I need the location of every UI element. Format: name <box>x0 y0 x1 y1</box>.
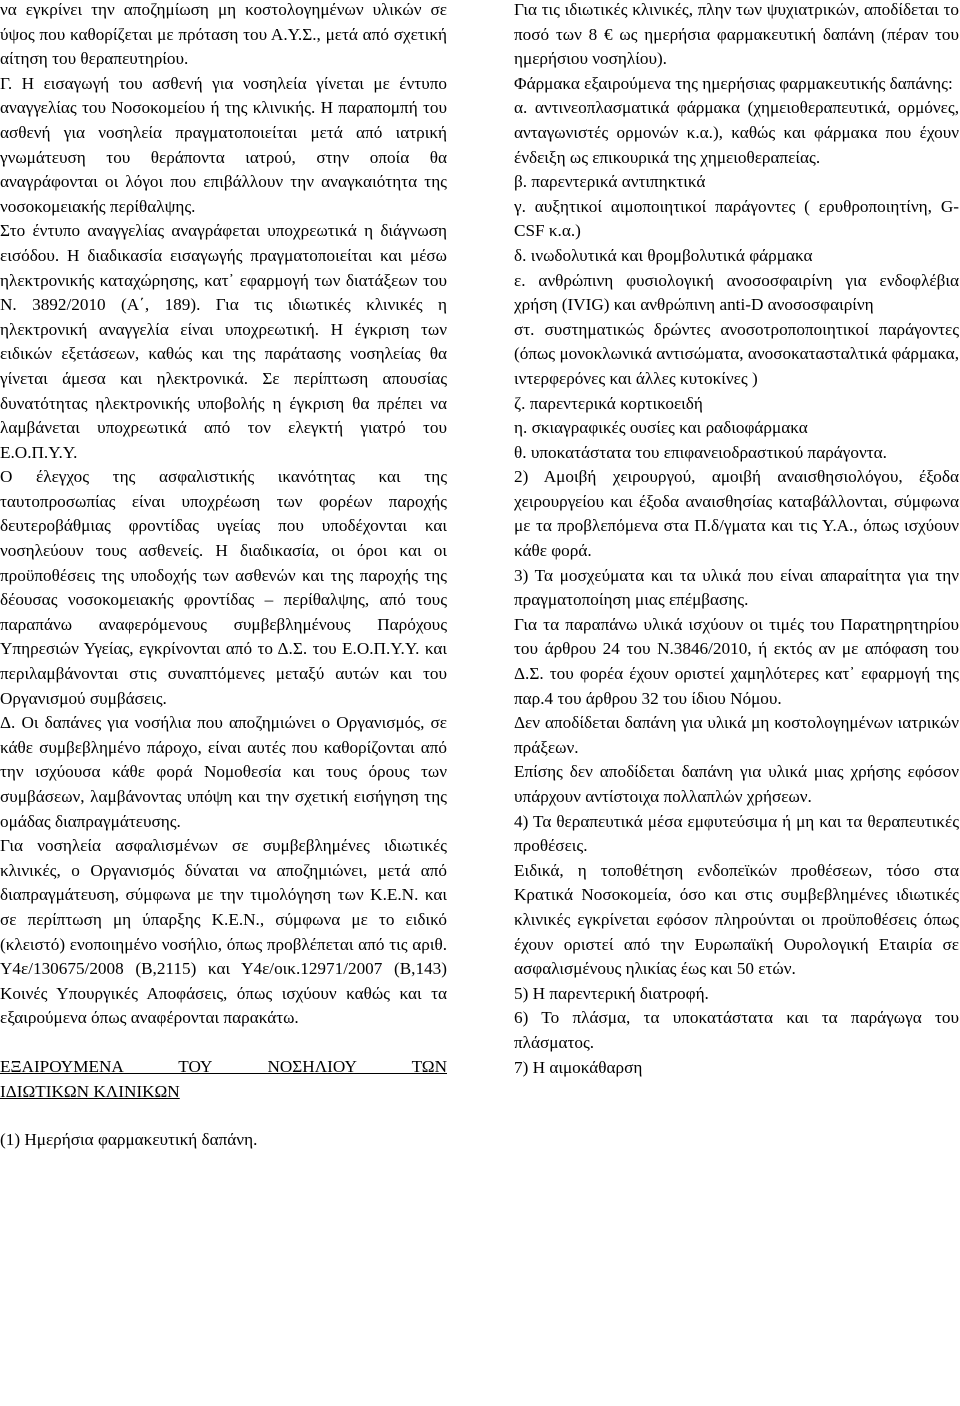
list-item: α. αντινεοπλασματικά φάρμακα (χημειοθεραπευτικά, ορμόνες, ανταγωνιστές ορμονών κ.α.), καθώς και φάρμακα που έχουν ένδειξη ως επικουρικά της χημειοθεραπείας. <box>514 98 959 167</box>
list-item: στ. συστηματικώς δρώντες ανοσοτροποποιητικοί παράγοντες (όπως μονοκλωνικά αντισώματα, ανοσοκατασταλτικά φάρμακα, ιντερφερόνες και άλλες κυτοκίνες ) <box>514 319 959 388</box>
section-heading-line-1: ΕΞΑΙΡΟΥΜΕΝΑ ΤΟΥ ΝΟΣΗΛΙΟΥ ΤΩΝ <box>0 1056 447 1076</box>
list-item: ε. ανθρώπινη φυσιολογική ανοσοσφαιρίνη για ενδοφλέβια χρήση (IVIG) και ανθρώπινη anti-D ανοσοσφαιρίνη <box>514 270 959 315</box>
paragraph: Για νοσηλεία ασφαλισμένων σε συμβεβλημένες ιδιωτικές κλινικές, ο Οργανισμός δύναται να αποζημιώνει, μετά από διαπραγμάτευση, σύμφωνα με την τιμολόγηση των Κ.Ε.Ν. και σε περίπτωση μη ύπαρξης Κ.Ε.Ν., σύμφωνα με το ειδικό (κλειστό) ενοποιημένο νοσήλιο, όπως προβλέπεται από τις αριθ. Υ4ε/130675/2008 (Β,2115) και Υ4ε/οικ.12971/2007 (Β,143) Κοινές Υπουργικές Αποφάσεις, όπως ισχύουν καθώς και τα εξαιρούμενα όπως αναφέρονται παρακάτω. <box>0 836 447 1028</box>
paragraph: Για τις ιδιωτικές κλινικές, πλην των ψυχιατρικών, αποδίδεται το ποσό των 8 € ως ημερήσια φαρμακευτική δαπάνη (πέραν του ημερήσιου νοσηλίου). <box>514 0 959 69</box>
paragraph: 3) Τα μοσχεύματα και τα υλικά που είναι απαραίτητα για την πραγματοποίηση μιας επέμβασης. <box>514 565 959 610</box>
list-item: γ. αυξητικοί αιμοποιητικοί παράγοντες ( ερυθροποιητίνη, G-CSF κ.α.) <box>514 196 959 241</box>
paragraph: Φάρμακα εξαιρούμενα της ημερήσιας φαρμακευτικής δαπάνης: <box>514 73 953 93</box>
paragraph: Για τα παραπάνω υλικά ισχύουν οι τιμές του Παρατηρητηρίου του άρθρου 24 του Ν.3846/2010, ή εκτός αν με απόφαση του Δ.Σ. του φορέα έχουν οριστεί χαμηλότερες κατ᾽ εφαρμογή της παρ.4 του άρθρου 32 του ίδιου Νόμου. <box>514 614 959 708</box>
list-item: (1) Ημερήσια φαρμακευτική δαπάνη. <box>0 1130 258 1150</box>
spacer <box>0 1031 447 1055</box>
paragraph: 4) Τα θεραπευτικά μέσα εμφυτεύσιμα ή μη και τα θεραπευτικές προθέσεις. <box>514 811 959 856</box>
paragraph: 2) Αμοιβή χειρουργού, αμοιβή αναισθησιολόγου, έξοδα χειρουργείου και έξοδα αναισθησίας καταβάλλονται, σύμφωνα με τα προβλεπόμενα στα Π.δ/γματα και τις Υ.Α., όπως ισχύουν κάθε φορά. <box>514 467 959 561</box>
list-item: θ. υποκατάστατα του επιφανειοδραστικού παράγοντα. <box>514 442 887 462</box>
paragraph: 5) Η παρεντερική διατροφή. <box>514 983 709 1003</box>
paragraph: Δεν αποδίδεται δαπάνη για υλικά μη κοστολογημένων ιατρικών πράξεων. <box>514 713 959 757</box>
spacer <box>0 1104 447 1128</box>
left-column <box>0 0 447 1153</box>
paragraph: Γ. Η εισαγωγή του ασθενή για νοσηλεία γίνεται με έντυπο αναγγελίας του Νοσοκομείου ή της κλινικής. Η παραπομπή του ασθενή για νοσηλεία πραγματοποιείται μετά από ιατρική γνωμάτευση του θεράποντα ιατρού, στην οποία θα αναγράφονται οι λόγοι που επιβάλλουν την αναγκαιότητα της νοσοκομειακής περίθαλψης. <box>0 73 447 216</box>
paragraph: Ο έλεγχος της ασφαλιστικής ικανότητας και της ταυτοπροσωπίας είναι υποχρέωση των φορέων παροχής δευτεροβάθμιας φροντίδας υγείας που υποδέχονται και νοσηλεύουν τους ασθενείς. Η διαδικασία, οι όροι και οι προϋποθέσεις της υποδοχής των ασθενών και της παροχής της δέουσας νοσοκομειακής φροντίδας – περίθαλψης, από τους παραπάνω αναφερόμενους συμβεβλημένους Παρόχους Υπηρεσιών Υγείας, εγκρίνονται από το Δ.Σ. του Ε.Ο.Π.Υ.Υ. και περιλαμβάνονται στις συναπτόμενες μεταξύ αυτών και του Οργανισμού συμβάσεις. <box>0 467 447 708</box>
paragraph: 7) Η αιμοκάθαρση <box>514 1057 643 1077</box>
list-item: η. σκιαγραφικές ουσίες και ραδιοφάρμακα <box>514 418 808 438</box>
paragraph: Στο έντυπο αναγγελίας αναγράφεται υποχρεωτικά η διάγνωση εισόδου. Η διαδικασία εισαγωγής πραγματοποιείται και μέσω ηλεκτρονικής καταχώρησης, κατ᾽ εφαρμογή των διατάξεων του Ν. 3892/2010 (Α΄, 189). Για τις ιδιωτικές κλινικές η ηλεκτρονική αναγγελία είναι υποχρεωτική. Η έγκριση των ειδικών εξετάσεων, καθώς και της παράτασης νοσηλείας θα γίνεται άμεσα και ηλεκτρονικά. Σε περίπτωση απουσίας δυνατότητας ηλεκτρονικής υποβολής η έγκριση θα πρέπει να λαμβάνεται υποχρεωτικά από τον ελεγκτή γιατρό του Ε.Ο.Π.Υ.Υ. <box>0 221 447 462</box>
paragraph: Δ. Οι δαπάνες για νοσήλια που αποζημιώνει ο Οργανισμός, σε κάθε συμβεβλημένο πάροχο, είναι αυτές που καθορίζονται από την ισχύουσα κάθε φορά Νομοθεσία και τους όρους των συμβάσεων, λαμβάνοντας υπόψη και την σχετική εισήγηση της ομάδας διαπραγμάτευσης. <box>0 713 447 831</box>
paragraph: 6) Το πλάσμα, τα υποκατάστατα και τα παράγωγα του πλάσματος. <box>514 1008 959 1052</box>
paragraph: να εγκρίνει την αποζημίωση μη κοστολογημένων υλικών σε ύψος που καθορίζεται με πρόταση του Α.Υ.Σ., μετά από σχετική αίτηση του θεραπευτηρίου. <box>0 0 447 69</box>
list-item: δ. ινωδολυτικά και θρομβολυτικά φάρμακα <box>514 245 813 265</box>
right-column <box>514 0 959 1080</box>
list-item: ζ. παρεντερικά κορτικοειδή <box>514 393 703 413</box>
list-item: β. παρεντερικά αντιπηκτικά <box>514 172 706 192</box>
paragraph: Ειδικά, η τοποθέτηση ενδοπεϊκών προθέσεων, τόσο στα Κρατικά Νοσοκομεία, όσο και στις συμβεβλημένες ιδιωτικές κλινικές εγκρίνεται εφόσον πληρούνται οι προϋποθέσεις όπως έχουν οριστεί από την Ευρωπαϊκή Ουρολογική Εταιρία σε ασφαλισμένους ηλικίας έως και 50 ετών. <box>514 860 959 979</box>
section-heading-line-2: ΙΔΙΩΤΙΚΩΝ ΚΛΙΝΙΚΩΝ <box>0 1081 180 1101</box>
paragraph: Επίσης δεν αποδίδεται δαπάνη για υλικά μιας χρήσης εφόσον υπάρχουν αντίστοιχα πολλαπλών χρήσεων. <box>514 762 959 806</box>
